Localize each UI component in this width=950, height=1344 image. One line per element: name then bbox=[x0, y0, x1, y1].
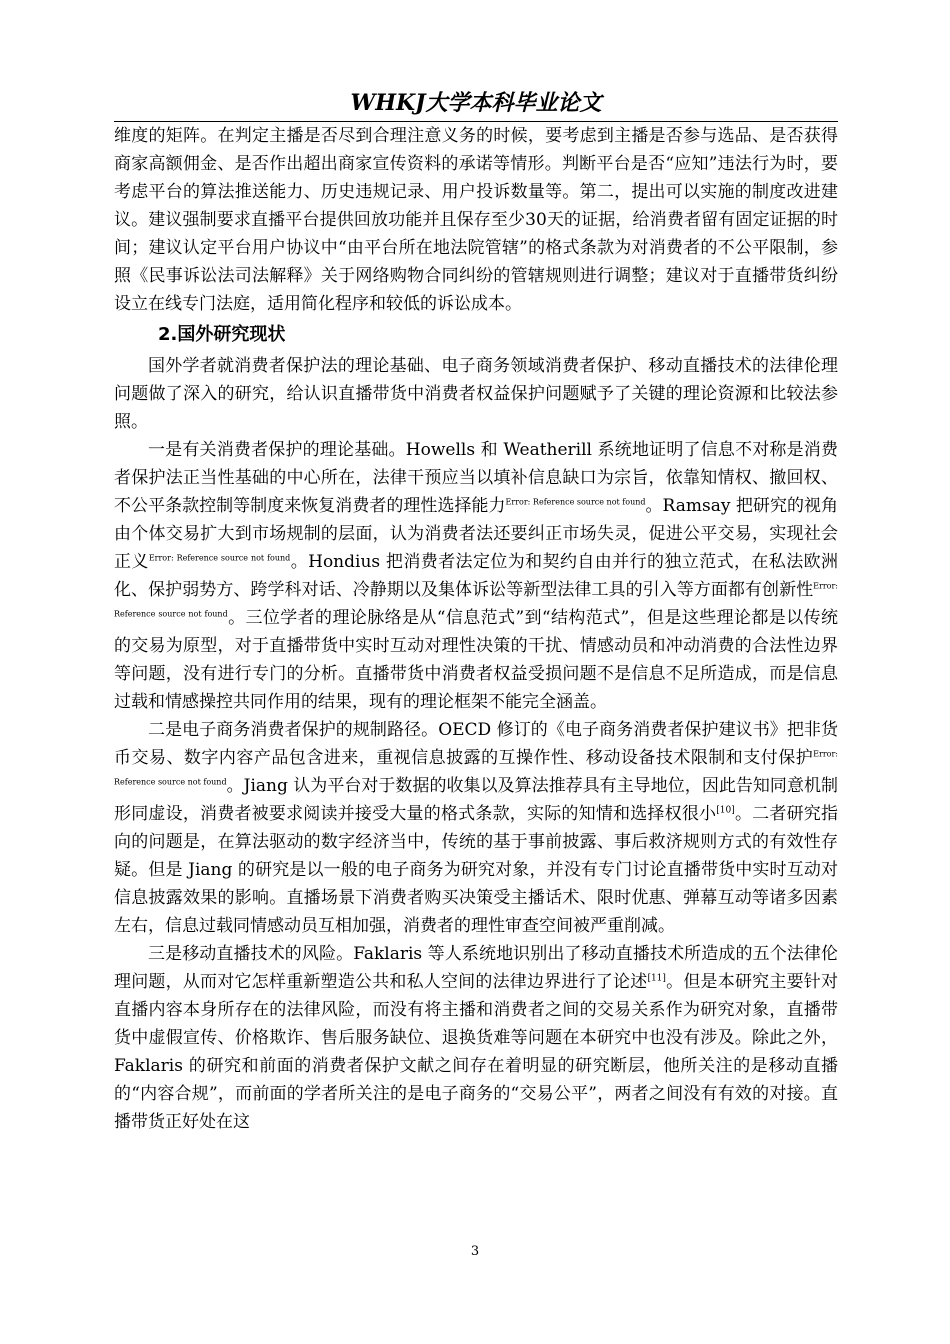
paragraph-text: 。Hondius 把消费者法定位为和契约自由并行的独立范式，在私法欧洲化、保护弱势方、跨学科对话、冷静期以及集体诉讼等新型法律工具的引入等方面都有创新性 bbox=[114, 552, 839, 600]
paragraph-livestream bbox=[114, 940, 838, 1136]
section-heading: 2.国外研究现状 bbox=[158, 324, 286, 345]
page-number: 3 bbox=[470, 1244, 480, 1259]
page-header-title: WHKJ大学本科毕业论文 bbox=[350, 90, 602, 116]
paragraph-text: 。但是本研究主要针对直播内容本身所存在的法律风险，而没有将主播和消费者之间的交易关系作为研究对象，直播带货中虚假宣传、价格欺诈、售后服务缺位、退换货难等问题在本研究中也没有涉及。除此之外，Faklaris 的研究和前面的消费者保护文献之间存在着明显的研究断层，他所关注的是移动直播的“内容合规”，而前面的学者所关注的是电子商务的“交易公平”，两者之间没有有效的对接。直播带货正好处在这 bbox=[114, 972, 838, 1132]
citation-10: [10] bbox=[716, 805, 735, 816]
paragraph-text: 。Jiang 认为平台对于数据的收集以及算法推荐具有主导地位，因此告知同意机制形同虚设，消费者被要求阅读并接受大量的格式条款，实际的知情和选择权很小 bbox=[114, 776, 838, 824]
paragraph-text: 三是移动直播技术的风险。Faklaris 等人系统地识别出了移动直播技术所造成的五个法律伦理问题，从而对它怎样重新塑造公共和私人空间的法律边界进行了论述 bbox=[114, 944, 838, 992]
paragraph-theory bbox=[114, 436, 838, 716]
paragraph-text: 。二者研究指向的问题是，在算法驱动的数字经济当中，传统的基于事前披露、事后救济规则方式的有效性存疑。但是 Jiang 的研究是以一般的电子商务为研究对象，并没有专门讨论直播带货中实时互动对信息披露效果的影响。直播场景下消费者购买决策受主播话术、限时优惠、弹幕互动等诸多因素左右，信息过载同情感动员互相加强，消费者的理性审查空间被严重削减。 bbox=[114, 804, 839, 936]
reference-error: Error: Reference source not found bbox=[148, 553, 291, 563]
paragraph-text: 维度的矩阵。在判定主播是否尽到合理注意义务的时候，要考虑到主播是否参与选品、是否获得商家高额佣金、是否作出超出商家宣传资料的承诺等情形。判断平台是否“应知”违法行为时，要考虑平台的算法推送能力、历史违规记录、用户投诉数量等。第二，提出可以实施的制度改进建议。建议强制要求直播平台提供回放功能并且保存至少30天的证据，给消费者留有固定证据的时间；建议认定平台用户协议中“由平台所在地法院管辖”的格式条款为对消费者的不公平限制，参照《民事诉讼法司法解释》关于网络购物合同纠纷的管辖规则进行调整；建议对于直播带货纠纷设立在线专门法庭，适用简化程序和较低的诉讼成本。 bbox=[114, 126, 838, 314]
paragraph-ecommerce bbox=[114, 716, 838, 940]
paragraph-text: 国外学者就消费者保护法的理论基础、电子商务领域消费者保护、移动直播技术的法律伦理问题做了深入的研究，给认识直播带货中消费者权益保护问题赋予了关键的理论资源和比较法参照。 bbox=[114, 356, 838, 432]
paragraph-text: 。三位学者的理论脉络是从“信息范式”到“结构范式”，但是这些理论都是以传统的交易为原型，对于直播带货中实时互动对理性决策的干扰、情感动员和冲动消费的合法性边界等问题，没有进行专门的分析。直播带货中消费者权益受损问题不是信息不足所造成，而是信息过载和情感操控共同作用的结果，现有的理论框架不能完全涵盖。 bbox=[114, 608, 838, 712]
reference-error: Error: Reference source not found bbox=[114, 581, 838, 619]
reference-error: Error: Reference source not found bbox=[114, 749, 838, 787]
body-text bbox=[114, 122, 838, 1136]
paragraph-text: 二是电子商务消费者保护的规制路径。OECD 修订的《电子商务消费者保护建议书》把非货币交易、数字内容产品包含进来，重视信息披露的互操作性、移动设备技术限制和支付保护 bbox=[114, 720, 838, 768]
paragraph-continuation bbox=[114, 122, 838, 318]
paragraph-intro bbox=[114, 352, 838, 436]
paragraph-text: 。Ramsay 把研究的视角由个体交易扩大到市场规制的层面，认为消费者法还要纠正市场失灵，促进公平交易，实现社会正义 bbox=[114, 496, 839, 572]
paragraph-text: 一是有关消费者保护的理论基础。Howells 和 Weatherill 系统地证明了信息不对称是消费者保护法正当性基础的中心所在，法律干预应当以填补信息缺口为宗旨，依靠知情权、撤回权、不公平条款控制等制度来恢复消费者的理性选择能力 bbox=[114, 440, 838, 516]
reference-error: Error: Reference source not found bbox=[505, 497, 646, 507]
citation-11: [11] bbox=[647, 973, 666, 984]
